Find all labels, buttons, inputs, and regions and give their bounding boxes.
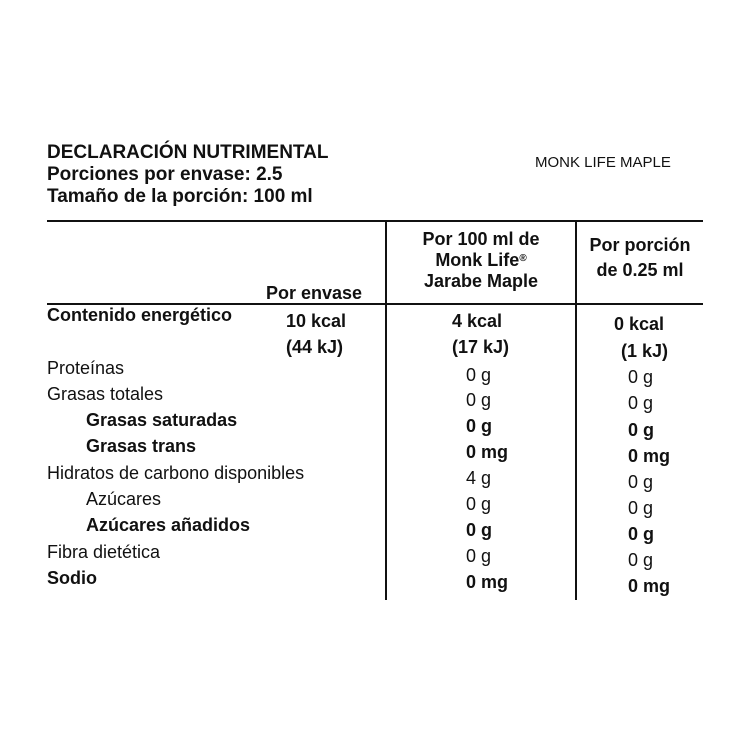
col-header-per-portion-line1: Por porción xyxy=(589,235,691,255)
col-header-per-portion-line2: de 0.25 ml xyxy=(596,260,684,280)
nutrient-per100: 0 g xyxy=(466,546,492,566)
nutrient-label: Fibra dietética xyxy=(47,542,161,562)
col-header-per-portion xyxy=(577,235,703,281)
nutrient-per100: 0 g xyxy=(466,365,492,385)
nutrient-per100: 0 mg xyxy=(466,572,509,592)
nutrient-portion: 0 mg xyxy=(628,446,671,466)
nutrient-label: Grasas totales xyxy=(47,384,164,404)
nutrient-per100: 0 g xyxy=(466,390,492,410)
nutrient-portion: 0 g xyxy=(628,524,655,544)
nutrient-label: Azúcares xyxy=(86,489,162,509)
col-header-per-100ml-line3: Jarabe Maple xyxy=(423,271,539,291)
table-top-rule xyxy=(47,220,703,222)
nutrient-label: Azúcares añadidos xyxy=(86,515,251,535)
nutrient-per100: 0 g xyxy=(466,416,493,436)
nutrient-portion: 0 g xyxy=(628,420,655,440)
nutrient-portion: 0 g xyxy=(628,393,654,413)
nutrient-label: Grasas saturadas xyxy=(86,410,238,430)
nutrient-portion: 0 g xyxy=(628,550,654,570)
label-title: DECLARACIÓN NUTRIMENTAL xyxy=(47,142,329,163)
energy-envase-kcal: 10 kcal xyxy=(286,311,347,331)
nutrient-portion: 0 mg xyxy=(628,576,671,596)
nutrient-label: Grasas trans xyxy=(86,436,197,456)
col-header-per-100ml-line2 xyxy=(387,250,575,271)
energy-envase-kj: (44 kJ) xyxy=(286,337,344,357)
nutrient-per100: 0 g xyxy=(466,520,493,540)
nutrient-per100: 0 g xyxy=(466,494,492,514)
energy-per100-kcal: 4 kcal xyxy=(452,311,503,331)
portions-per-container: Porciones por envase: 2.5 xyxy=(47,164,283,185)
col-header-per-100ml xyxy=(387,229,575,292)
energy-portion-kj: (1 kJ) xyxy=(621,341,669,361)
nutrient-label: Hidratos de carbono disponibles xyxy=(47,463,305,483)
energy-per100-kj: (17 kJ) xyxy=(452,337,510,357)
brand-text: Monk Life xyxy=(435,250,520,270)
nutrient-per100: 0 mg xyxy=(466,442,509,462)
nutrient-portion: 0 g xyxy=(628,367,654,387)
energy-label: Contenido energético xyxy=(47,305,233,325)
col-header-envase: Por envase xyxy=(266,283,363,303)
col-header-per-100ml-line1: Por 100 ml de xyxy=(422,229,540,249)
product-name: MONK LIFE MAPLE xyxy=(535,154,671,171)
nutrient-per100: 4 g xyxy=(466,468,492,488)
nutrient-label: Sodio xyxy=(47,568,97,588)
nutrient-portion: 0 g xyxy=(628,472,654,492)
registered-mark: ® xyxy=(519,253,527,264)
nutrient-label: Proteínas xyxy=(47,358,125,378)
nutrient-portion: 0 g xyxy=(628,498,654,518)
portion-size: Tamaño de la porción: 100 ml xyxy=(47,186,313,207)
energy-portion-kcal: 0 kcal xyxy=(614,314,665,334)
